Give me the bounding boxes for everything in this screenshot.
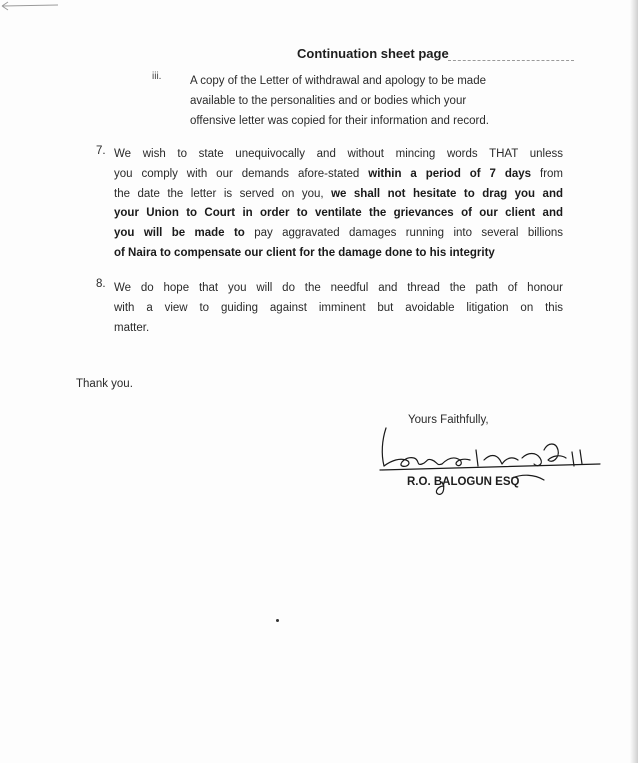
item-7-line bbox=[114, 165, 563, 185]
page-heading: Continuation sheet page bbox=[297, 46, 449, 61]
item-iii-line: A copy of the Letter of withdrawal and apology to be made bbox=[190, 75, 486, 87]
item-7-text-normal: from bbox=[531, 167, 563, 180]
item-7-line bbox=[114, 185, 563, 205]
closing-thanks: Thank you. bbox=[76, 378, 133, 390]
item-8-line: with a view to guiding against imminent but avoidable litigation on this bbox=[114, 302, 563, 314]
signature-icon bbox=[372, 420, 612, 502]
item-7-line: We wish to state unequivocally and without mincing words THAT unless bbox=[114, 148, 563, 160]
item-iii-line: offensive letter was copied for their information and record. bbox=[190, 115, 489, 127]
stray-ink-dot bbox=[276, 619, 279, 622]
item-8-text bbox=[114, 278, 563, 338]
item-7-number: 7. bbox=[96, 145, 106, 157]
closing-yours-faithfully: Yours Faithfully, bbox=[408, 414, 489, 426]
heading-underline bbox=[448, 60, 574, 61]
item-iii-marker: iii. bbox=[152, 71, 162, 82]
item-7-text-bold: within a period of 7 days bbox=[368, 167, 532, 180]
item-7-line bbox=[114, 224, 563, 244]
item-7-line: of Naira to compensate our client for the damage done to his integrity bbox=[114, 246, 495, 259]
corner-mark-icon bbox=[0, 0, 60, 12]
page-edge-shadow bbox=[630, 0, 638, 763]
item-7-text-normal: the date the letter is served on you, bbox=[114, 187, 332, 200]
item-7-text-bold: you will be made to bbox=[114, 227, 255, 240]
item-8-line: We do hope that you will do the needful and thread the path of honour bbox=[114, 282, 563, 294]
item-7-line: your Union to Court in order to ventilate the grievances of our client and bbox=[114, 207, 563, 220]
item-7-text-bold: we shall not hesitate to drag you and bbox=[331, 187, 563, 200]
item-7-text-normal: you comply with our demands afore-stated bbox=[114, 167, 369, 180]
item-7-text bbox=[114, 145, 563, 264]
signatory-name: R.O. BALOGUN ESQ bbox=[407, 476, 520, 488]
item-iii-text bbox=[190, 71, 550, 131]
item-8-line: matter. bbox=[114, 322, 150, 334]
item-8-number: 8. bbox=[96, 278, 106, 290]
item-iii-line: available to the personalities and or bodies which your bbox=[190, 95, 467, 107]
item-7-text-normal: pay aggravated damages running into several billions bbox=[254, 227, 563, 240]
